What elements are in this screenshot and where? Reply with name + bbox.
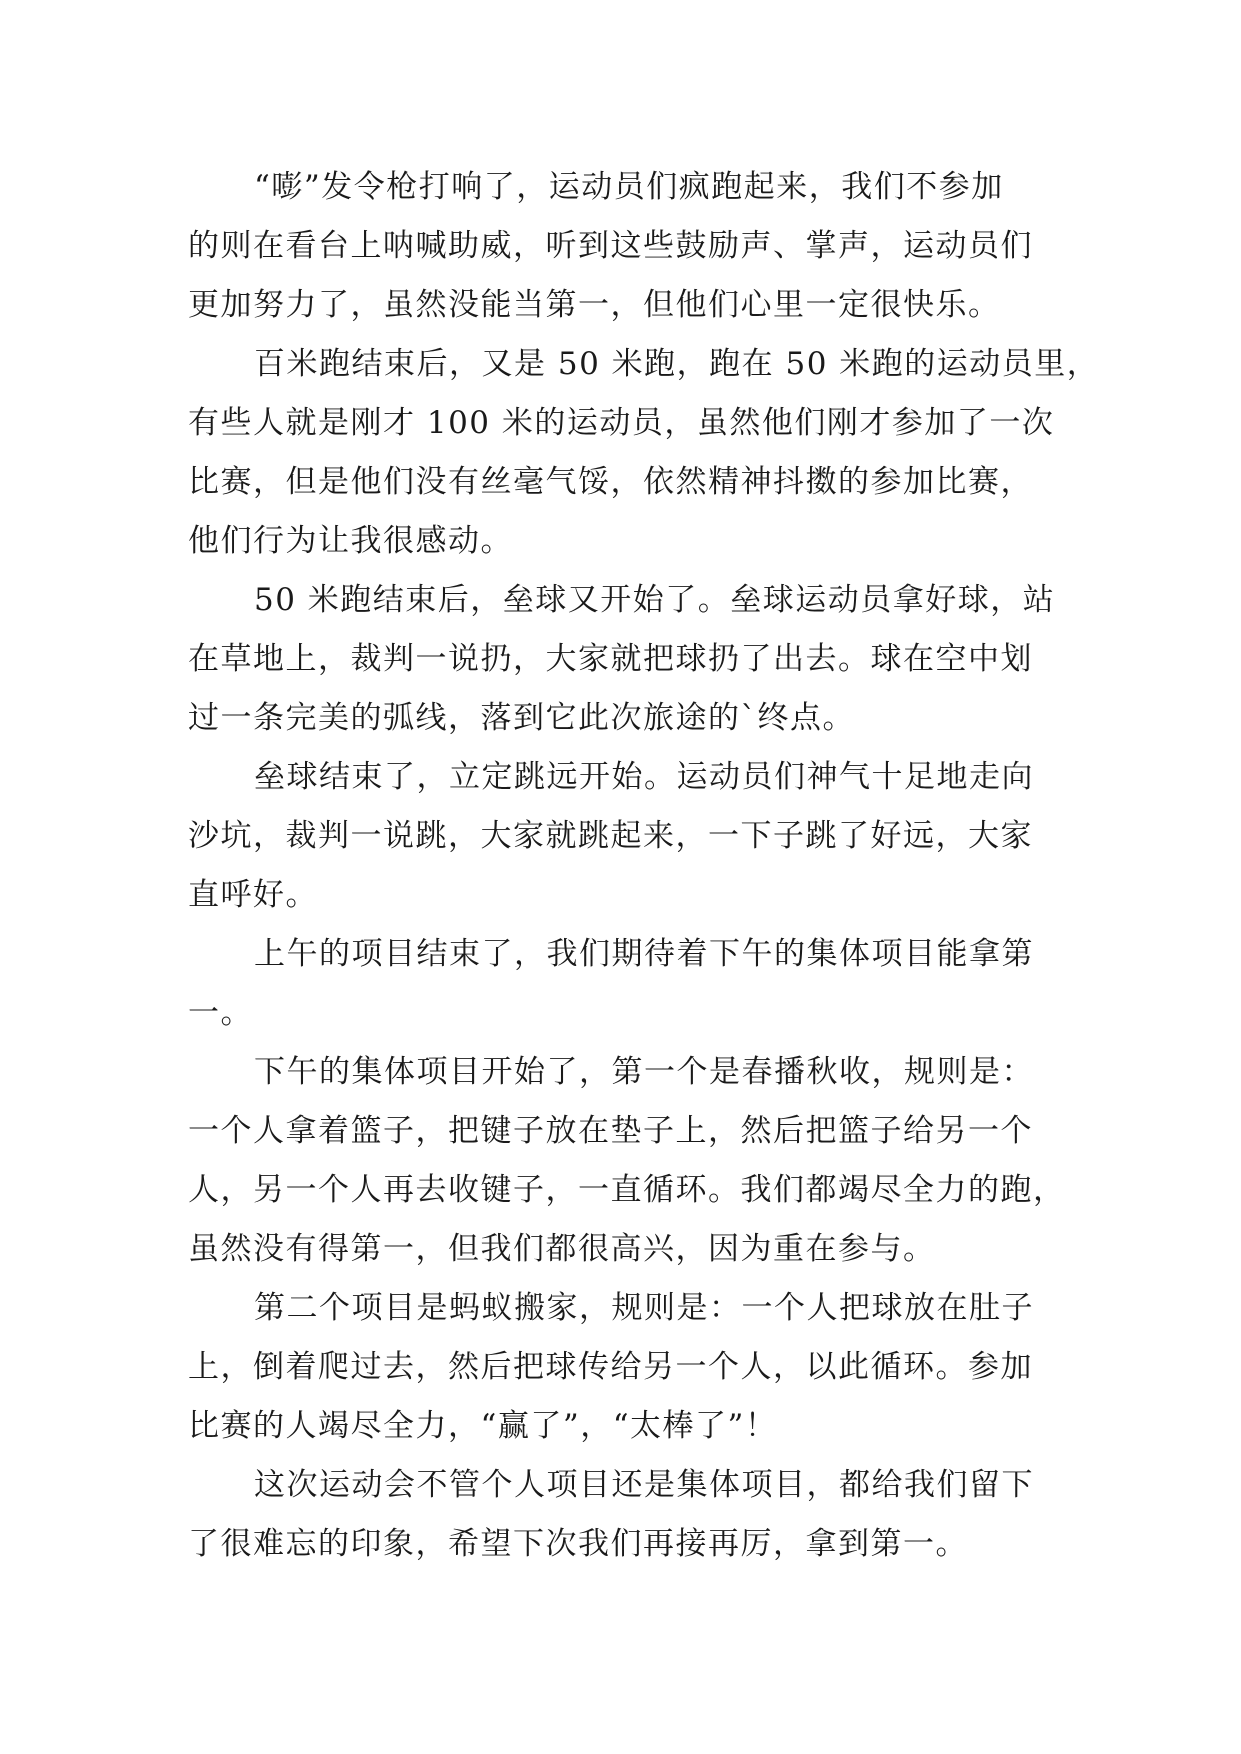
paragraph-line: 上午的项目结束了，我们期待着下午的集体项目能拿第 xyxy=(254,936,1034,972)
paragraph-line: 一个人拿着篮子，把键子放在垫子上，然后把篮子给另一个 xyxy=(188,1113,1033,1149)
document-body xyxy=(188,158,1100,1574)
paragraph-line: 的则在看台上呐喊助威，听到这些鼓励声、掌声，运动员们 xyxy=(188,228,1033,264)
paragraph-line: 虽然没有得第一，但我们都很高兴，因为重在参与。 xyxy=(188,1231,936,1267)
paragraph-line: 了很难忘的印象，希望下次我们再接再厉，拿到第一。 xyxy=(188,1526,968,1562)
paragraph-line: 他们行为让我很感动。 xyxy=(188,523,513,559)
paragraph-line: 过一条完美的弧线，落到它此次旅途的`终点。 xyxy=(188,700,855,736)
paragraph-line: 垒球结束了，立定跳远开始。运动员们神气十足地走向 xyxy=(254,759,1034,795)
paragraph-line: 第二个项目是蚂蚁搬家，规则是：一个人把球放在肚子 xyxy=(254,1290,1034,1326)
paragraph-line: 沙坑，裁判一说跳，大家就跳起来，一下子跳了好远，大家 xyxy=(188,818,1033,854)
paragraph-line: 一。 xyxy=(188,995,253,1031)
paragraph-line: “嘭”发令枪打响了，运动员们疯跑起来，我们不参加 xyxy=(254,169,1004,205)
paragraph-line: 百米跑结束后，又是 50 米跑，跑在 50 米跑的运动员里， xyxy=(254,346,1100,382)
paragraph-line: 人，另一个人再去收键子，一直循环。我们都竭尽全力的跑， xyxy=(188,1172,1066,1208)
paragraph-line: 上，倒着爬过去，然后把球传给另一个人，以此循环。参加 xyxy=(188,1349,1033,1385)
paragraph-line: 下午的集体项目开始了，第一个是春播秋收，规则是： xyxy=(254,1054,1034,1090)
paragraph-line: 更加努力了，虽然没能当第一，但他们心里一定很快乐。 xyxy=(188,287,1001,323)
paragraph-line: 50 米跑结束后，垒球又开始了。垒球运动员拿好球，站 xyxy=(254,582,1056,618)
paragraph-line: 比赛，但是他们没有丝毫气馁，依然精神抖擞的参加比赛， xyxy=(188,464,1033,500)
paragraph-line: 这次运动会不管个人项目还是集体项目，都给我们留下 xyxy=(254,1467,1034,1503)
paragraph-line: 在草地上，裁判一说扔，大家就把球扔了出去。球在空中划 xyxy=(188,641,1033,677)
paragraph-line: 比赛的人竭尽全力，“赢了”，“太棒了”！ xyxy=(188,1408,778,1444)
paragraph-line: 直呼好。 xyxy=(188,877,318,913)
paragraph-line: 有些人就是刚才 100 米的运动员，虽然他们刚才参加了一次 xyxy=(188,405,1055,441)
